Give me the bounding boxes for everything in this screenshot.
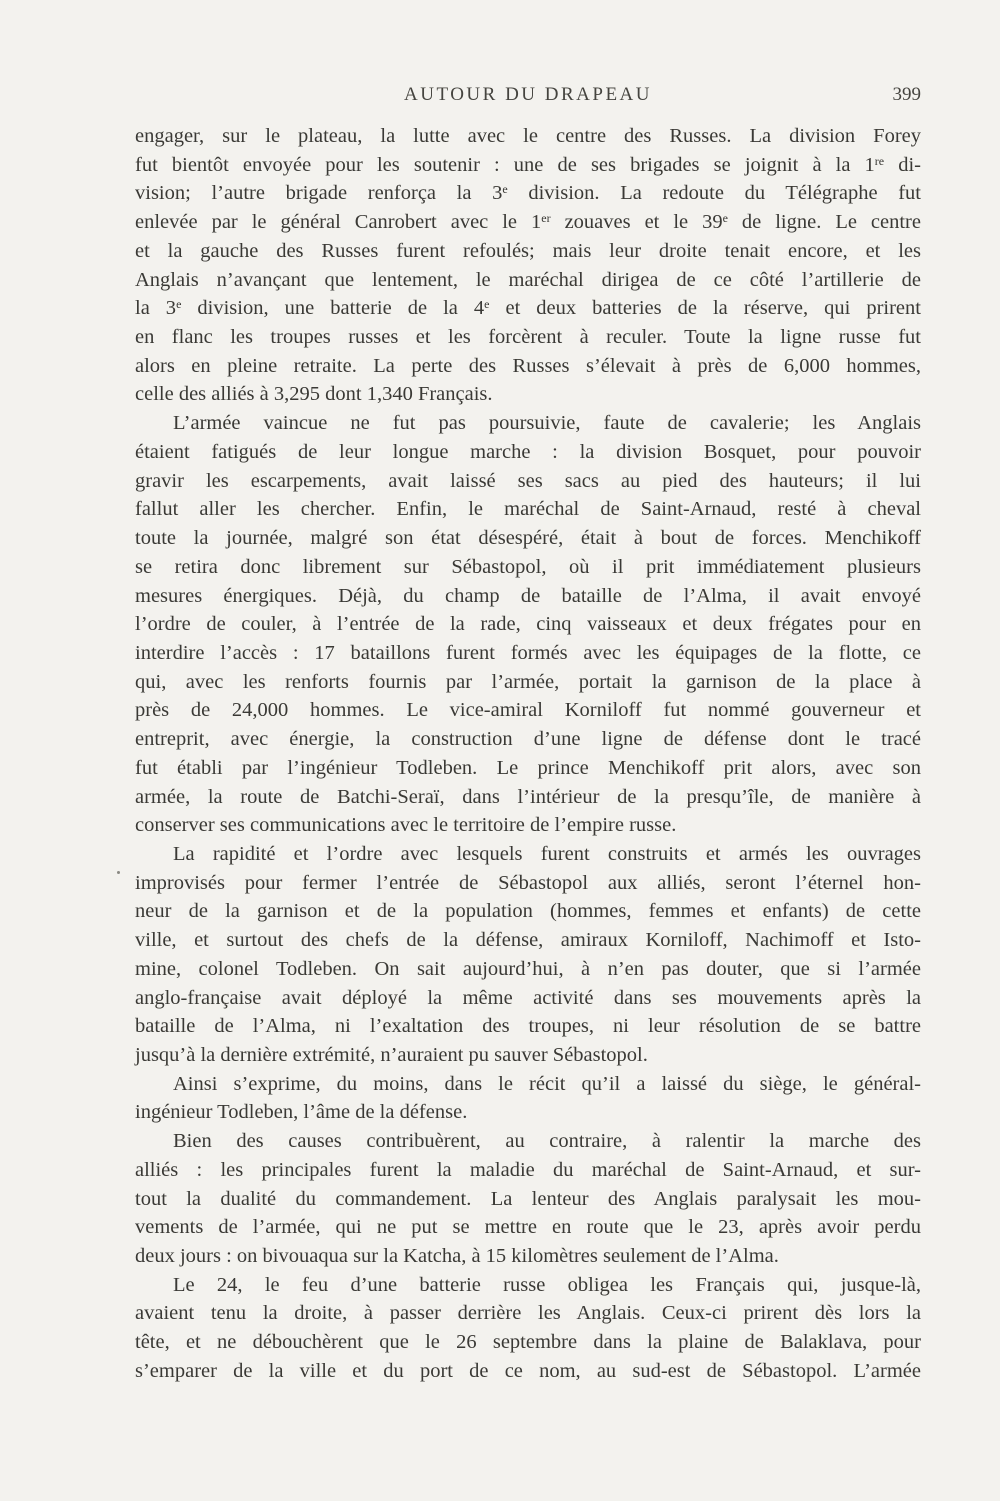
text-line: gravir les escarpements, avait laissé ses sacs au pied des hauteurs; il lui — [135, 469, 921, 492]
text-line: Ainsi s’exprime, du moins, dans le récit qu’il a laissé du siège, le général- — [173, 1072, 921, 1095]
text-line: vision; l’autre brigade renforça la 3e division. La redoute du Télégraphe fut — [135, 182, 921, 205]
text-line: toute la journée, malgré son état désespéré, était à bout de forces. Menchikoff — [135, 527, 921, 550]
text-line: anglo-française avait déployé la même activité dans ses mouvements après la — [135, 986, 921, 1009]
text-line: armée, la route de Batchi-Seraï, dans l’intérieur de la presqu’île, de manière à — [135, 785, 921, 808]
text-line: mine, colonel Todleben. On sait aujourd’hui, à n’en pas douter, que si l’armée — [135, 957, 921, 980]
text-line: et la gauche des Russes furent refoulés; mais leur droite tenait encore, et les — [135, 239, 921, 262]
running-head — [135, 80, 921, 110]
text-line: en flanc les troupes russes et les forcèrent à reculer. Toute la ligne russe fut — [135, 326, 921, 349]
text-line: fallut aller les chercher. Enfin, le maréchal de Saint-Arnaud, resté à cheval — [135, 498, 921, 521]
text-line: étaient fatigués de leur longue marche : la division Bosquet, pour pouvoir — [135, 440, 921, 463]
text-line: Le 24, le feu d’une batterie russe obligea les Français qui, jusque-là, — [173, 1273, 921, 1296]
text-line: entreprit, avec énergie, la construction d’une ligne de défense dont le tracé — [135, 728, 921, 751]
text-line: enlevée par le général Canrobert avec le 1er zouaves et le 39e de ligne. Le centre — [135, 211, 921, 234]
text-line: près de 24,000 hommes. Le vice-amiral Korniloff fut nommé gouverneur et — [135, 699, 921, 722]
body-text — [135, 122, 921, 1386]
text-line: alors en pleine retraite. La perte des Russes s’élevait à près de 6,000 hommes, — [135, 354, 921, 377]
text-line: qui, avec les renforts fournis par l’armée, portait la garnison de la place à — [135, 670, 921, 693]
text-line: mesures énergiques. Déjà, du champ de bataille de l’Alma, il avait envoyé — [135, 584, 921, 607]
page-number: 399 — [892, 84, 921, 105]
text-line: celle des alliés à 3,295 dont 1,340 Français. — [135, 383, 493, 406]
text-line: Anglais n’avançant que lentement, le maréchal dirigea de ce côté l’artillerie de — [135, 268, 921, 291]
print-speck — [117, 871, 120, 874]
text-line: tout la dualité du commandement. La lenteur des Anglais paralysait les mou- — [135, 1187, 921, 1210]
text-line: s’emparer de la ville et du port de ce nom, au sud-est de Sébastopol. L’armée — [135, 1359, 921, 1382]
text-line: Bien des causes contribuèrent, au contraire, à ralentir la marche des — [173, 1130, 921, 1153]
text-line: alliés : les principales furent la maladie du maréchal de Saint-Arnaud, et sur- — [135, 1158, 921, 1181]
text-line: tête, et ne débouchèrent que le 26 septembre dans la plaine de Balaklava, pour — [135, 1331, 921, 1354]
text-line: ingénieur Todleben, l’âme de la défense. — [135, 1101, 468, 1124]
text-line: deux jours : on bivouaqua sur la Katcha, à 15 kilomètres seulement de l’Alma. — [135, 1245, 779, 1268]
text-line: l’ordre de couler, à l’entrée de la rade, cinq vaisseaux et deux frégates pour en — [135, 613, 921, 636]
text-line: la 3e division, une batterie de la 4e et deux batteries de la réserve, qui prirent — [135, 297, 921, 320]
text-line: fut établi par l’ingénieur Todleben. Le prince Menchikoff prit alors, avec son — [135, 756, 921, 779]
text-line: engager, sur le plateau, la lutte avec le centre des Russes. La division Forey — [135, 125, 921, 147]
text-line: L’armée vaincue ne fut pas poursuivie, faute de cavalerie; les Anglais — [173, 412, 921, 435]
text-line: improvisés pour fermer l’entrée de Sébastopol aux alliés, seront l’éternel hon- — [135, 871, 921, 894]
text-line: se retira donc librement sur Sébastopol, où il prit immédiatement plusieurs — [135, 555, 921, 578]
text-line: interdire l’accès : 17 bataillons furent formés avec les équipages de la flotte, ce — [135, 641, 921, 664]
text-line: ville, et surtout des chefs de la défense, amiraux Korniloff, Nachimoff et Isto- — [135, 929, 921, 952]
running-title: AUTOUR DU DRAPEAU — [404, 84, 652, 105]
text-line: neur de la garnison et de la population (hommes, femmes et enfants) de cette — [135, 900, 921, 923]
text-line: bataille de l’Alma, ni l’exaltation des troupes, ni leur résolution de se battre — [135, 1015, 921, 1038]
text-line: conserver ses communications avec le territoire de l’empire russe. — [135, 814, 677, 837]
text-line: avaient tenu la droite, à passer derrière les Anglais. Ceux-ci prirent dès lors la — [135, 1302, 921, 1325]
text-line: jusqu’à la dernière extrémité, n’auraient pu sauver Sébastopol. — [135, 1044, 648, 1066]
text-line: fut bientôt envoyée pour les soutenir : une de ses brigades se joignit à la 1re di- — [135, 153, 921, 176]
text-line: vements de l’armée, qui ne put se mettre en route que le 23, après avoir perdu — [135, 1216, 921, 1239]
text-line: La rapidité et l’ordre avec lesquels furent construits et armés les ouvrages — [173, 842, 921, 865]
